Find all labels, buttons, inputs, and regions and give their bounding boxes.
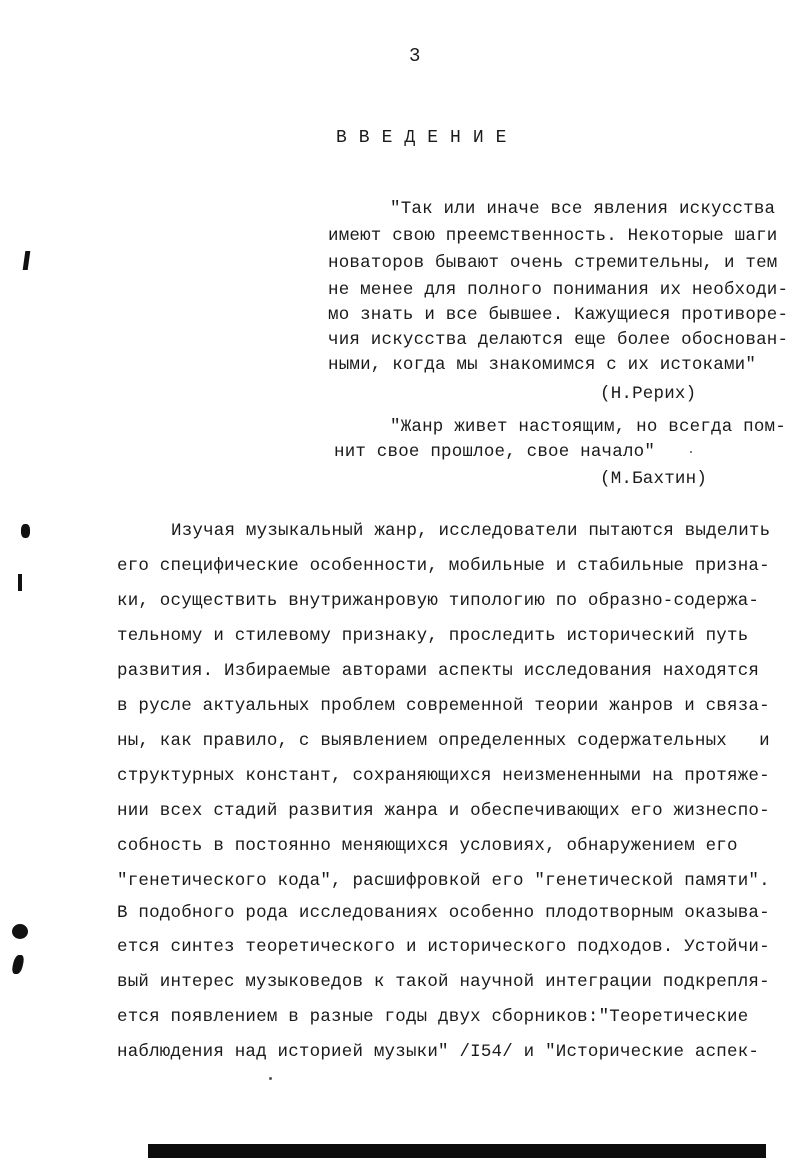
body-line: тельному и стилевому признаку, проследить исторический путь (117, 626, 749, 646)
body-line: В подобного рода исследованиях особенно плодотворным оказыва- (117, 903, 770, 923)
body-line: ется появлением в разные годы двух сборников:"Теоретические (117, 1007, 749, 1027)
body-line: ки, осуществить внутрижанровую типологию по образно-содержа- (117, 591, 760, 611)
body-line: ны, как правило, с выявлением определенных содержательных и (117, 731, 770, 751)
epigraph-line: мо знать и все бывшее. Кажущиеся противоре- (328, 305, 789, 325)
body-line: структурных констант, сохраняющихся неизмененными на протяже- (117, 766, 770, 786)
body-line: нии всех стадий развития жанра и обеспечивающих его жизнеспо- (117, 801, 770, 821)
body-line: развития. Избираемые авторами аспекты исследования находятся (117, 661, 760, 681)
body-line: ется синтез теоретического и исторического подходов. Устойчи- (117, 937, 770, 957)
epigraph-line: новаторов бывают очень стремительны, и тем (328, 253, 778, 273)
scan-mark (11, 955, 25, 974)
scan-mark (18, 574, 22, 591)
epigraph-line: не менее для полного понимания их необходи- (328, 280, 789, 300)
scan-speck (690, 451, 692, 453)
epigraph-line: нит свое прошлое, свое начало" (334, 442, 656, 462)
epigraph-line: "Так или иначе все явления искусства (390, 199, 776, 219)
body-line: в русле актуальных проблем современной теории жанров и связа- (117, 696, 770, 716)
body-line: Изучая музыкальный жанр, исследователи пытаются выделить (171, 521, 771, 541)
scan-speck (269, 1077, 272, 1080)
bottom-scan-edge (148, 1144, 766, 1158)
epigraph-attribution: (М.Бахтин) (600, 469, 708, 489)
page-title: В В Е Д Е Н И Е (336, 128, 508, 148)
scan-mark (12, 924, 28, 939)
epigraph-line: имеют свою преемственность. Некоторые шаги (328, 226, 778, 246)
scan-mark (21, 524, 30, 538)
epigraph-line: "Жанр живет настоящим, но всегда пом- (390, 417, 786, 437)
epigraph-line: чия искусства делаются еще более обоснован- (328, 330, 789, 350)
page-number: 3 (409, 45, 421, 67)
body-line: его специфические особенности, мобильные и стабильные призна- (117, 556, 770, 576)
body-line: собность в постоянно меняющихся условиях, обнаружением его (117, 836, 738, 856)
body-line: наблюдения над историей музыки" /I54/ и "Исторические аспек- (117, 1042, 760, 1062)
epigraph-line: ными, когда мы знакомимся с их истоками" (328, 355, 757, 375)
body-line: вый интерес музыковедов к такой научной интеграции подкрепля- (117, 972, 770, 992)
epigraph-attribution: (Н.Рерих) (600, 384, 697, 404)
scan-mark (23, 251, 31, 270)
body-line: "генетического кода", расшифровкой его "генетической памяти". (117, 871, 770, 891)
